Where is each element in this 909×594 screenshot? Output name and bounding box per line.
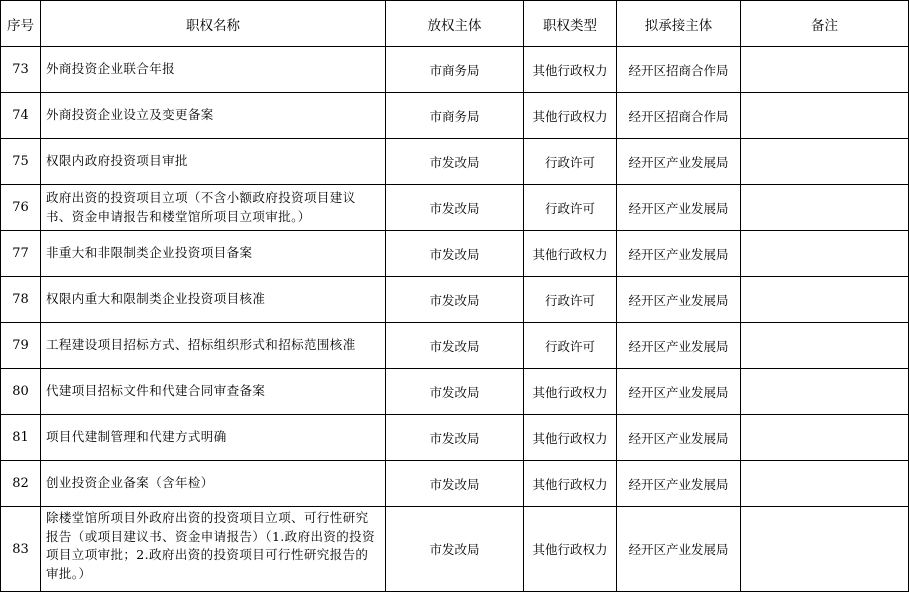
row-grantor: 市发改局 (386, 461, 524, 507)
row-seq: 81 (1, 415, 41, 461)
row-seq: 75 (1, 139, 41, 185)
table-row (1, 139, 909, 185)
row-type: 其他行政权力 (524, 461, 617, 507)
row-receiver: 经开区产业发展局 (617, 139, 741, 185)
row-seq: 79 (1, 323, 41, 369)
row-type: 其他行政权力 (524, 231, 617, 277)
row-name: 权限内重大和限制类企业投资项目核准 (41, 277, 386, 323)
row-receiver: 经开区产业发展局 (617, 415, 741, 461)
row-grantor: 市发改局 (386, 415, 524, 461)
table-row (1, 323, 909, 369)
header-note: 备注 (741, 1, 909, 47)
row-type: 行政许可 (524, 323, 617, 369)
row-note (741, 47, 909, 93)
row-grantor: 市发改局 (386, 369, 524, 415)
row-note (741, 185, 909, 231)
row-seq: 78 (1, 277, 41, 323)
row-note (741, 369, 909, 415)
row-name: 除楼堂馆所项目外政府出资的投资项目立项、可行性研究报告（或项目建议书、资金申请报告）（1.政府出资的投资项目立项审批；2.政府出资的投资项目可行性研究报告的审批。） (41, 507, 386, 592)
row-receiver: 经开区产业发展局 (617, 185, 741, 231)
row-note (741, 93, 909, 139)
header-row (1, 1, 909, 47)
table-row (1, 461, 909, 507)
row-type: 行政许可 (524, 277, 617, 323)
row-seq: 76 (1, 185, 41, 231)
row-seq: 77 (1, 231, 41, 277)
table-row (1, 185, 909, 231)
header-name: 职权名称 (41, 1, 386, 47)
row-note (741, 415, 909, 461)
row-name: 外商投资企业联合年报 (41, 47, 386, 93)
row-receiver: 经开区产业发展局 (617, 369, 741, 415)
row-receiver: 经开区产业发展局 (617, 323, 741, 369)
row-name: 政府出资的投资项目立项（不含小额政府投资项目建议书、资金申请报告和楼堂馆所项目立项审批。） (41, 185, 386, 231)
table-row (1, 369, 909, 415)
table-row (1, 277, 909, 323)
row-grantor: 市发改局 (386, 323, 524, 369)
row-receiver: 经开区产业发展局 (617, 277, 741, 323)
row-name: 外商投资企业设立及变更备案 (41, 93, 386, 139)
row-name: 创业投资企业备案（含年检） (41, 461, 386, 507)
row-name: 工程建设项目招标方式、招标组织形式和招标范围核准 (41, 323, 386, 369)
row-grantor: 市发改局 (386, 139, 524, 185)
row-name: 非重大和非限制类企业投资项目备案 (41, 231, 386, 277)
row-grantor: 市商务局 (386, 47, 524, 93)
table-row (1, 415, 909, 461)
header-grantor: 放权主体 (386, 1, 524, 47)
row-type: 行政许可 (524, 139, 617, 185)
row-note (741, 323, 909, 369)
row-name: 项目代建制管理和代建方式明确 (41, 415, 386, 461)
row-seq: 80 (1, 369, 41, 415)
row-receiver: 经开区产业发展局 (617, 507, 741, 592)
row-note (741, 461, 909, 507)
table-row (1, 231, 909, 277)
row-type: 其他行政权力 (524, 47, 617, 93)
table-row (1, 93, 909, 139)
table-row (1, 47, 909, 93)
row-type: 其他行政权力 (524, 369, 617, 415)
row-grantor: 市发改局 (386, 185, 524, 231)
row-receiver: 经开区产业发展局 (617, 231, 741, 277)
row-grantor: 市商务局 (386, 93, 524, 139)
table-row (1, 507, 909, 592)
row-seq: 73 (1, 47, 41, 93)
row-receiver: 经开区招商合作局 (617, 93, 741, 139)
row-seq: 74 (1, 93, 41, 139)
row-type: 其他行政权力 (524, 415, 617, 461)
row-note (741, 139, 909, 185)
row-type: 其他行政权力 (524, 507, 617, 592)
row-receiver: 经开区招商合作局 (617, 47, 741, 93)
header-receiver: 拟承接主体 (617, 1, 741, 47)
row-receiver: 经开区产业发展局 (617, 461, 741, 507)
row-name: 权限内政府投资项目审批 (41, 139, 386, 185)
row-note (741, 231, 909, 277)
header-type: 职权类型 (524, 1, 617, 47)
row-note (741, 277, 909, 323)
header-seq: 序号 (1, 1, 41, 47)
row-grantor: 市发改局 (386, 277, 524, 323)
row-type: 行政许可 (524, 185, 617, 231)
row-grantor: 市发改局 (386, 231, 524, 277)
row-seq: 83 (1, 507, 41, 592)
row-grantor: 市发改局 (386, 507, 524, 592)
row-type: 其他行政权力 (524, 93, 617, 139)
row-seq: 82 (1, 461, 41, 507)
row-name: 代建项目招标文件和代建合同审查备案 (41, 369, 386, 415)
row-note (741, 507, 909, 592)
